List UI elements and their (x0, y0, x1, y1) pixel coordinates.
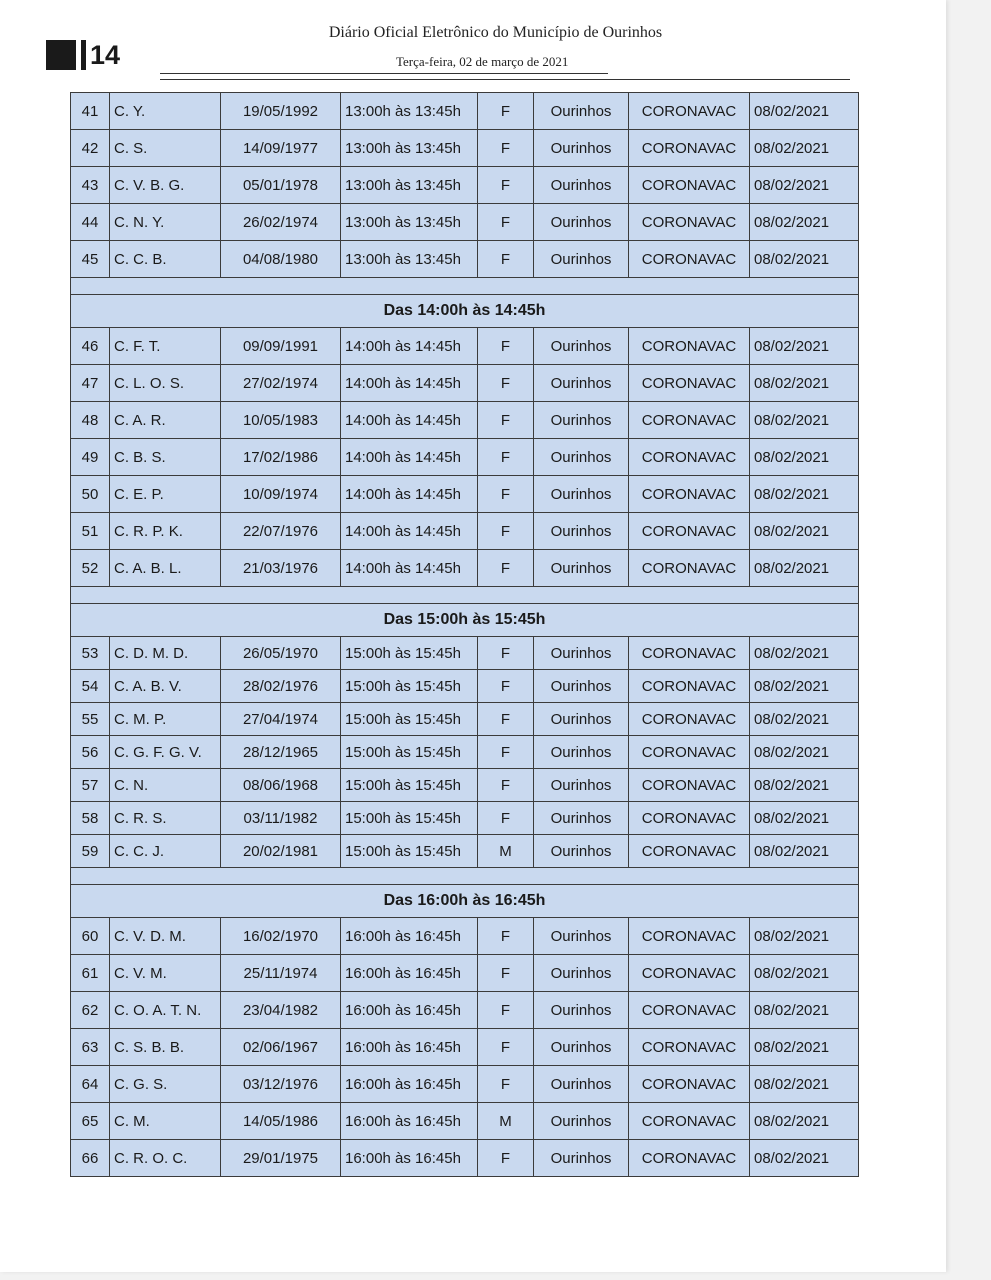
person-initials-cell: C. L. O. S. (110, 365, 221, 402)
vaccine-name-cell: CORONAVAC (629, 835, 750, 868)
table-row (71, 1140, 859, 1177)
table-row (71, 955, 859, 992)
table-row (71, 550, 859, 587)
table-row (71, 513, 859, 550)
table-row (71, 1103, 859, 1140)
city-cell: Ourinhos (534, 241, 629, 278)
birth-date-cell: 03/12/1976 (221, 1066, 341, 1103)
person-initials-cell: C. V. B. G. (110, 167, 221, 204)
city-cell: Ourinhos (534, 439, 629, 476)
birth-date-cell: 05/01/1978 (221, 167, 341, 204)
person-initials-cell: C. S. (110, 130, 221, 167)
sex-cell: F (478, 992, 534, 1029)
city-cell: Ourinhos (534, 1140, 629, 1177)
row-number-cell: 62 (71, 992, 110, 1029)
table-row (71, 670, 859, 703)
person-initials-cell: C. O. A. T. N. (110, 992, 221, 1029)
sex-cell: F (478, 637, 534, 670)
table-row (71, 1029, 859, 1066)
vaccination-date-cell: 08/02/2021 (750, 439, 859, 476)
sex-cell: F (478, 476, 534, 513)
birth-date-cell: 02/06/1967 (221, 1029, 341, 1066)
person-initials-cell: C. S. B. B. (110, 1029, 221, 1066)
time-slot-cell: 14:00h às 14:45h (341, 439, 478, 476)
birth-date-cell: 08/06/1968 (221, 769, 341, 802)
table-row (71, 130, 859, 167)
vaccine-name-cell: CORONAVAC (629, 769, 750, 802)
sex-cell: F (478, 365, 534, 402)
city-cell: Ourinhos (534, 204, 629, 241)
city-cell: Ourinhos (534, 402, 629, 439)
time-slot-cell: 16:00h às 16:45h (341, 1103, 478, 1140)
birth-date-cell: 03/11/1982 (221, 802, 341, 835)
table-row (71, 918, 859, 955)
vaccine-name-cell: CORONAVAC (629, 328, 750, 365)
section-spacer (71, 278, 859, 295)
vaccination-date-cell: 08/02/2021 (750, 1140, 859, 1177)
vaccine-name-cell: CORONAVAC (629, 955, 750, 992)
vaccine-name-cell: CORONAVAC (629, 476, 750, 513)
row-number-cell: 50 (71, 476, 110, 513)
header-rule-long (160, 79, 850, 80)
row-number-cell: 44 (71, 204, 110, 241)
vaccination-date-cell: 08/02/2021 (750, 769, 859, 802)
sex-cell: F (478, 328, 534, 365)
city-cell: Ourinhos (534, 130, 629, 167)
birth-date-cell: 16/02/1970 (221, 918, 341, 955)
section-spacer (71, 868, 859, 885)
sex-cell: F (478, 736, 534, 769)
vaccine-name-cell: CORONAVAC (629, 670, 750, 703)
row-number-cell: 41 (71, 93, 110, 130)
city-cell: Ourinhos (534, 476, 629, 513)
vaccine-name-cell: CORONAVAC (629, 204, 750, 241)
city-cell: Ourinhos (534, 328, 629, 365)
person-initials-cell: C. C. B. (110, 241, 221, 278)
birth-date-cell: 25/11/1974 (221, 955, 341, 992)
row-number-cell: 52 (71, 550, 110, 587)
sex-cell: F (478, 670, 534, 703)
vaccination-date-cell: 08/02/2021 (750, 513, 859, 550)
vaccine-name-cell: CORONAVAC (629, 1029, 750, 1066)
person-initials-cell: C. R. P. K. (110, 513, 221, 550)
vaccination-date-cell: 08/02/2021 (750, 402, 859, 439)
sex-cell: F (478, 513, 534, 550)
time-group-title: Das 15:00h às 15:45h (71, 604, 859, 637)
vaccine-name-cell: CORONAVAC (629, 736, 750, 769)
row-number-cell: 51 (71, 513, 110, 550)
row-number-cell: 54 (71, 670, 110, 703)
sex-cell: F (478, 167, 534, 204)
city-cell: Ourinhos (534, 93, 629, 130)
city-cell: Ourinhos (534, 736, 629, 769)
city-cell: Ourinhos (534, 167, 629, 204)
person-initials-cell: C. A. B. L. (110, 550, 221, 587)
time-slot-cell: 16:00h às 16:45h (341, 992, 478, 1029)
vaccination-date-cell: 08/02/2021 (750, 736, 859, 769)
person-initials-cell: C. G. S. (110, 1066, 221, 1103)
row-number-cell: 48 (71, 402, 110, 439)
time-slot-cell: 14:00h às 14:45h (341, 476, 478, 513)
birth-date-cell: 27/04/1974 (221, 703, 341, 736)
time-group-title: Das 16:00h às 16:45h (71, 885, 859, 918)
birth-date-cell: 29/01/1975 (221, 1140, 341, 1177)
table-row (71, 365, 859, 402)
table-row (71, 835, 859, 868)
birth-date-cell: 20/02/1981 (221, 835, 341, 868)
time-group-header (71, 295, 859, 328)
birth-date-cell: 10/05/1983 (221, 402, 341, 439)
row-number-cell: 49 (71, 439, 110, 476)
table-row (71, 476, 859, 513)
page-number-bar-icon (81, 40, 86, 70)
birth-date-cell: 26/05/1970 (221, 637, 341, 670)
time-slot-cell: 15:00h às 15:45h (341, 769, 478, 802)
city-cell: Ourinhos (534, 1103, 629, 1140)
table-row (71, 703, 859, 736)
row-number-cell: 47 (71, 365, 110, 402)
city-cell: Ourinhos (534, 637, 629, 670)
sex-cell: F (478, 1029, 534, 1066)
spacer-cell (71, 278, 859, 295)
table-row (71, 402, 859, 439)
city-cell: Ourinhos (534, 835, 629, 868)
vaccine-name-cell: CORONAVAC (629, 93, 750, 130)
vaccination-date-cell: 08/02/2021 (750, 703, 859, 736)
vaccination-date-cell: 08/02/2021 (750, 328, 859, 365)
row-number-cell: 60 (71, 918, 110, 955)
table-row (71, 93, 859, 130)
sex-cell: F (478, 955, 534, 992)
birth-date-cell: 09/09/1991 (221, 328, 341, 365)
row-number-cell: 61 (71, 955, 110, 992)
city-cell: Ourinhos (534, 550, 629, 587)
vaccine-name-cell: CORONAVAC (629, 1066, 750, 1103)
publication-date: Terça-feira, 02 de março de 2021 (396, 54, 569, 69)
sex-cell: F (478, 204, 534, 241)
spacer-cell (71, 868, 859, 885)
vaccine-name-cell: CORONAVAC (629, 1140, 750, 1177)
birth-date-cell: 27/02/1974 (221, 365, 341, 402)
row-number-cell: 66 (71, 1140, 110, 1177)
time-slot-cell: 13:00h às 13:45h (341, 204, 478, 241)
sex-cell: F (478, 703, 534, 736)
sex-cell: F (478, 241, 534, 278)
publication-title-text: Diário Oficial Eletrônico do Município de Ourinhos (328, 24, 663, 41)
vaccination-date-cell: 08/02/2021 (750, 476, 859, 513)
time-slot-cell: 16:00h às 16:45h (341, 1029, 478, 1066)
birth-date-cell: 14/05/1986 (221, 1103, 341, 1140)
table-row (71, 992, 859, 1029)
spacer-cell (71, 587, 859, 604)
person-initials-cell: C. G. F. G. V. (110, 736, 221, 769)
birth-date-cell: 21/03/1976 (221, 550, 341, 587)
vaccination-date-cell: 08/02/2021 (750, 167, 859, 204)
sex-cell: F (478, 130, 534, 167)
person-initials-cell: C. M. (110, 1103, 221, 1140)
time-slot-cell: 13:00h às 13:45h (341, 93, 478, 130)
vaccination-date-cell: 08/02/2021 (750, 670, 859, 703)
table-row (71, 637, 859, 670)
vaccination-schedule-table (70, 92, 859, 1177)
row-number-cell: 42 (71, 130, 110, 167)
table-body (71, 93, 859, 1177)
vaccine-name-cell: CORONAVAC (629, 550, 750, 587)
birth-date-cell: 17/02/1986 (221, 439, 341, 476)
vaccination-date-cell: 08/02/2021 (750, 1066, 859, 1103)
row-number-cell: 55 (71, 703, 110, 736)
vaccination-date-cell: 08/02/2021 (750, 1029, 859, 1066)
time-slot-cell: 14:00h às 14:45h (341, 402, 478, 439)
page-number: 14 (90, 40, 121, 70)
table-row (71, 736, 859, 769)
time-slot-cell: 14:00h às 14:45h (341, 513, 478, 550)
person-initials-cell: C. E. P. (110, 476, 221, 513)
vaccination-date-cell: 08/02/2021 (750, 1103, 859, 1140)
time-slot-cell: 13:00h às 13:45h (341, 167, 478, 204)
vaccine-name-cell: CORONAVAC (629, 802, 750, 835)
sex-cell: F (478, 1140, 534, 1177)
table-row (71, 167, 859, 204)
birth-date-cell: 28/02/1976 (221, 670, 341, 703)
vaccination-date-cell: 08/02/2021 (750, 93, 859, 130)
vaccination-date-cell: 08/02/2021 (750, 550, 859, 587)
person-initials-cell: C. R. O. C. (110, 1140, 221, 1177)
vaccine-name-cell: CORONAVAC (629, 637, 750, 670)
time-slot-cell: 16:00h às 16:45h (341, 1066, 478, 1103)
birth-date-cell: 14/09/1977 (221, 130, 341, 167)
city-cell: Ourinhos (534, 1066, 629, 1103)
time-slot-cell: 13:00h às 13:45h (341, 241, 478, 278)
birth-date-cell: 22/07/1976 (221, 513, 341, 550)
person-initials-cell: C. A. B. V. (110, 670, 221, 703)
vaccination-date-cell: 08/02/2021 (750, 992, 859, 1029)
publication-title (0, 24, 991, 42)
time-slot-cell: 14:00h às 14:45h (341, 328, 478, 365)
city-cell: Ourinhos (534, 703, 629, 736)
city-cell: Ourinhos (534, 955, 629, 992)
city-cell: Ourinhos (534, 769, 629, 802)
table-row (71, 241, 859, 278)
city-cell: Ourinhos (534, 1029, 629, 1066)
time-slot-cell: 15:00h às 15:45h (341, 670, 478, 703)
city-cell: Ourinhos (534, 992, 629, 1029)
person-initials-cell: C. A. R. (110, 402, 221, 439)
person-initials-cell: C. F. T. (110, 328, 221, 365)
time-slot-cell: 15:00h às 15:45h (341, 703, 478, 736)
time-slot-cell: 16:00h às 16:45h (341, 955, 478, 992)
sex-cell: F (478, 769, 534, 802)
birth-date-cell: 26/02/1974 (221, 204, 341, 241)
vaccination-date-cell: 08/02/2021 (750, 802, 859, 835)
vaccination-date-cell: 08/02/2021 (750, 241, 859, 278)
time-group-header (71, 604, 859, 637)
row-number-cell: 46 (71, 328, 110, 365)
table-row (71, 802, 859, 835)
person-initials-cell: C. V. M. (110, 955, 221, 992)
vaccination-date-cell: 08/02/2021 (750, 918, 859, 955)
vaccine-name-cell: CORONAVAC (629, 365, 750, 402)
time-slot-cell: 15:00h às 15:45h (341, 835, 478, 868)
sex-cell: F (478, 550, 534, 587)
vaccine-name-cell: CORONAVAC (629, 241, 750, 278)
row-number-cell: 63 (71, 1029, 110, 1066)
vaccine-name-cell: CORONAVAC (629, 918, 750, 955)
birth-date-cell: 28/12/1965 (221, 736, 341, 769)
person-initials-cell: C. R. S. (110, 802, 221, 835)
vaccination-date-cell: 08/02/2021 (750, 204, 859, 241)
table-row (71, 328, 859, 365)
person-initials-cell: C. Y. (110, 93, 221, 130)
row-number-cell: 58 (71, 802, 110, 835)
table-row (71, 204, 859, 241)
sex-cell: F (478, 1066, 534, 1103)
row-number-cell: 53 (71, 637, 110, 670)
vaccine-name-cell: CORONAVAC (629, 513, 750, 550)
vaccine-name-cell: CORONAVAC (629, 703, 750, 736)
time-group-title: Das 14:00h às 14:45h (71, 295, 859, 328)
row-number-cell: 45 (71, 241, 110, 278)
vaccination-date-cell: 08/02/2021 (750, 955, 859, 992)
section-spacer (71, 587, 859, 604)
time-slot-cell: 14:00h às 14:45h (341, 550, 478, 587)
time-slot-cell: 15:00h às 15:45h (341, 802, 478, 835)
birth-date-cell: 19/05/1992 (221, 93, 341, 130)
person-initials-cell: C. N. (110, 769, 221, 802)
time-slot-cell: 13:00h às 13:45h (341, 130, 478, 167)
row-number-cell: 43 (71, 167, 110, 204)
table-row (71, 769, 859, 802)
row-number-cell: 59 (71, 835, 110, 868)
sex-cell: M (478, 1103, 534, 1140)
vaccination-date-cell: 08/02/2021 (750, 365, 859, 402)
row-number-cell: 65 (71, 1103, 110, 1140)
header-rule-short (160, 73, 608, 74)
vaccine-name-cell: CORONAVAC (629, 130, 750, 167)
person-initials-cell: C. C. J. (110, 835, 221, 868)
person-initials-cell: C. B. S. (110, 439, 221, 476)
table-row (71, 439, 859, 476)
vaccine-name-cell: CORONAVAC (629, 402, 750, 439)
sex-cell: F (478, 93, 534, 130)
vaccine-name-cell: CORONAVAC (629, 992, 750, 1029)
birth-date-cell: 10/09/1974 (221, 476, 341, 513)
vaccination-date-cell: 08/02/2021 (750, 130, 859, 167)
vaccine-name-cell: CORONAVAC (629, 439, 750, 476)
vaccination-date-cell: 08/02/2021 (750, 835, 859, 868)
time-slot-cell: 16:00h às 16:45h (341, 1140, 478, 1177)
city-cell: Ourinhos (534, 365, 629, 402)
row-number-cell: 64 (71, 1066, 110, 1103)
person-initials-cell: C. N. Y. (110, 204, 221, 241)
time-slot-cell: 15:00h às 15:45h (341, 736, 478, 769)
person-initials-cell: C. V. D. M. (110, 918, 221, 955)
sex-cell: F (478, 802, 534, 835)
page-number-block-icon (46, 40, 76, 70)
time-slot-cell: 15:00h às 15:45h (341, 637, 478, 670)
city-cell: Ourinhos (534, 513, 629, 550)
time-slot-cell: 14:00h às 14:45h (341, 365, 478, 402)
row-number-cell: 56 (71, 736, 110, 769)
row-number-cell: 57 (71, 769, 110, 802)
sex-cell: F (478, 402, 534, 439)
vaccine-name-cell: CORONAVAC (629, 1103, 750, 1140)
sex-cell: F (478, 439, 534, 476)
city-cell: Ourinhos (534, 670, 629, 703)
person-initials-cell: C. M. P. (110, 703, 221, 736)
time-group-header (71, 885, 859, 918)
city-cell: Ourinhos (534, 802, 629, 835)
birth-date-cell: 04/08/1980 (221, 241, 341, 278)
person-initials-cell: C. D. M. D. (110, 637, 221, 670)
sex-cell: F (478, 918, 534, 955)
city-cell: Ourinhos (534, 918, 629, 955)
table-row (71, 1066, 859, 1103)
sex-cell: M (478, 835, 534, 868)
vaccine-name-cell: CORONAVAC (629, 167, 750, 204)
page-number-badge (46, 40, 120, 70)
vaccination-date-cell: 08/02/2021 (750, 637, 859, 670)
time-slot-cell: 16:00h às 16:45h (341, 918, 478, 955)
birth-date-cell: 23/04/1982 (221, 992, 341, 1029)
